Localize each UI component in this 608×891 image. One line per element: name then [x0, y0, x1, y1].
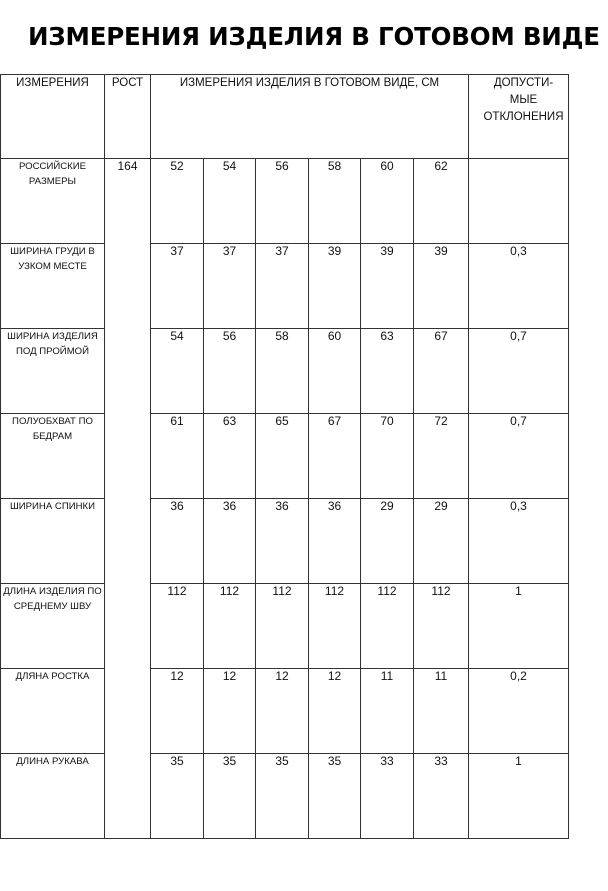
row-label: ПОЛУОБХВАТ ПО БЕДРАМ [1, 414, 105, 499]
row-label: ШИРИНА ГРУДИ В УЗКОМ МЕСТЕ [1, 244, 105, 329]
table-row [1, 499, 569, 584]
header-row [1, 75, 569, 159]
page-title: ИЗМЕРЕНИЯ ИЗДЕЛИЯ В ГОТОВОМ ВИДЕ [28, 22, 600, 51]
size-value-cell: 67 [414, 329, 469, 414]
size-value-cell: 35 [309, 754, 361, 839]
size-value-cell: 12 [256, 669, 309, 754]
tolerance-cell: 0,7 [469, 414, 569, 499]
tolerance-cell: 0,2 [469, 669, 569, 754]
size-value-cell: 35 [151, 754, 204, 839]
size-value-cell: 112 [309, 584, 361, 669]
row-label: ДЛИНА ИЗДЕЛИЯ ПО СРЕДНЕМУ ШВУ [1, 584, 105, 669]
tolerance-cell: 1 [469, 754, 569, 839]
size-value-cell: 112 [414, 584, 469, 669]
size-value-cell: 39 [414, 244, 469, 329]
row-label: РОССИЙСКИЕ РАЗМЕРЫ [1, 159, 105, 244]
size-value-cell: 70 [361, 414, 414, 499]
header-measurements: ИЗМЕРЕНИЯ [1, 75, 105, 159]
size-value-cell: 33 [361, 754, 414, 839]
size-value-cell: 12 [309, 669, 361, 754]
tolerance-cell: 0,3 [469, 244, 569, 329]
size-value-cell: 60 [309, 329, 361, 414]
size-value-cell: 72 [414, 414, 469, 499]
size-value-cell: 36 [309, 499, 361, 584]
size-value-cell: 58 [309, 159, 361, 244]
table-row [1, 669, 569, 754]
size-value-cell: 39 [361, 244, 414, 329]
size-value-cell: 60 [361, 159, 414, 244]
size-value-cell: 33 [414, 754, 469, 839]
table-row [1, 244, 569, 329]
row-label: ДЛИНА РУКАВА [1, 754, 105, 839]
size-value-cell: 37 [204, 244, 256, 329]
size-value-cell: 58 [256, 329, 309, 414]
tolerance-cell: 1 [469, 584, 569, 669]
header-height: РОСТ [105, 75, 151, 159]
size-value-cell: 54 [204, 159, 256, 244]
size-value-cell: 37 [151, 244, 204, 329]
row-label: ДЛЯНА РОСТКА [1, 669, 105, 754]
tolerance-cell: 0,7 [469, 329, 569, 414]
size-value-cell: 11 [361, 669, 414, 754]
size-value-cell: 112 [361, 584, 414, 669]
row-label: ШИРИНА ИЗДЕЛИЯ ПОД ПРОЙМОЙ [1, 329, 105, 414]
height-value-cell: 164 [105, 159, 151, 839]
table-row [1, 584, 569, 669]
size-value-cell: 112 [151, 584, 204, 669]
header-finished-measurements: ИЗМЕРЕНИЯ ИЗДЕЛИЯ В ГОТОВОМ ВИДЕ, СМ [151, 75, 469, 159]
size-value-cell: 29 [361, 499, 414, 584]
row-label: ШИРИНА СПИНКИ [1, 499, 105, 584]
tolerance-cell [469, 159, 569, 244]
size-value-cell: 54 [151, 329, 204, 414]
size-value-cell: 36 [204, 499, 256, 584]
tolerance-cell: 0,3 [469, 499, 569, 584]
size-value-cell: 112 [204, 584, 256, 669]
table-row [1, 329, 569, 414]
size-value-cell: 35 [256, 754, 309, 839]
size-value-cell: 36 [151, 499, 204, 584]
size-value-cell: 35 [204, 754, 256, 839]
size-value-cell: 36 [256, 499, 309, 584]
table-row [1, 754, 569, 839]
size-value-cell: 62 [414, 159, 469, 244]
size-value-cell: 63 [204, 414, 256, 499]
size-value-cell: 11 [414, 669, 469, 754]
size-value-cell: 37 [256, 244, 309, 329]
header-tolerance: ДОПУСТИ-МЫЕ ОТКЛОНЕНИЯ [469, 75, 569, 159]
measurement-table [0, 74, 569, 839]
size-value-cell: 52 [151, 159, 204, 244]
size-value-cell: 61 [151, 414, 204, 499]
size-value-cell: 39 [309, 244, 361, 329]
table-row [1, 159, 569, 244]
size-value-cell: 63 [361, 329, 414, 414]
size-value-cell: 65 [256, 414, 309, 499]
table-row [1, 414, 569, 499]
size-value-cell: 12 [204, 669, 256, 754]
size-value-cell: 12 [151, 669, 204, 754]
size-value-cell: 112 [256, 584, 309, 669]
size-value-cell: 29 [414, 499, 469, 584]
size-value-cell: 67 [309, 414, 361, 499]
size-value-cell: 56 [256, 159, 309, 244]
size-value-cell: 56 [204, 329, 256, 414]
